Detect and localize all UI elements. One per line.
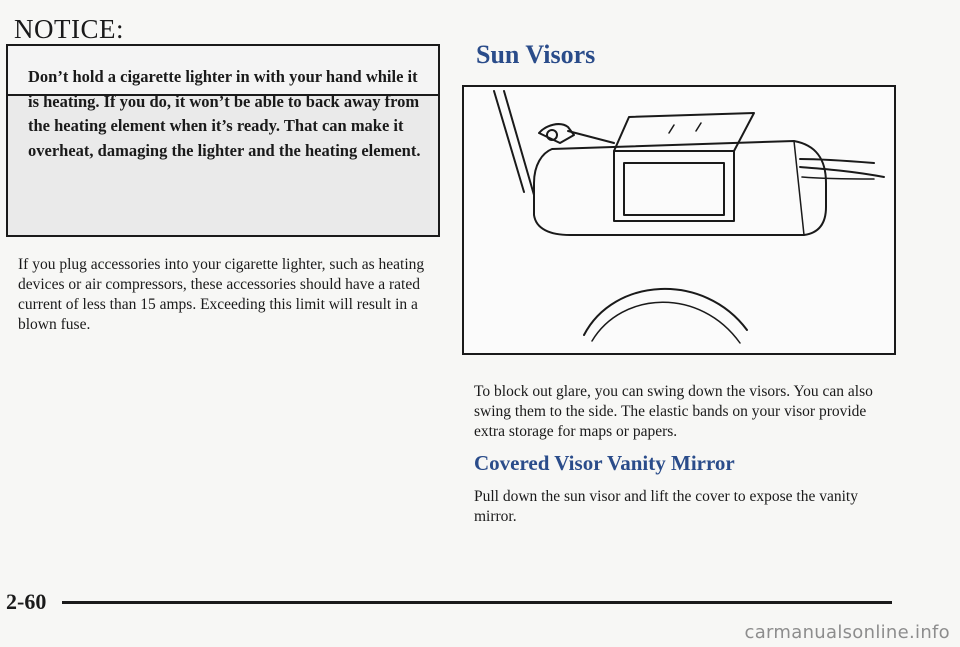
sun-visors-title: Sun Visors (476, 40, 596, 69)
accessories-paragraph: If you plug accessories into your cigarette lighter, such as heating devices or air compressors, these accessories should have a rated current of less than 15 amps. Exceeding this limit will result in a blown fuse. (18, 256, 425, 333)
notice-body: Don’t hold a cigarette lighter in with your hand while it is heating. If you do, it won’t be able to back away from the heating element when it’s ready. That can make it overheat, damaging the lighter and the heating element. (28, 67, 421, 160)
footer-rule (62, 601, 892, 604)
notice-title: NOTICE: (14, 14, 124, 44)
watermark: carmanualsonline.info (744, 622, 950, 643)
page-number: 2-60 (6, 589, 47, 614)
vanity-mirror-title: Covered Visor Vanity Mirror (474, 451, 735, 475)
sun-visor-illustration (462, 85, 896, 355)
sun-visors-paragraph: To block out glare, you can swing down the visors. You can also swing them to the side. The elastic bands on your visor provide extra storage for maps or papers. (474, 383, 873, 440)
vanity-mirror-paragraph: Pull down the sun visor and lift the cover to expose the vanity mirror. (474, 488, 858, 525)
